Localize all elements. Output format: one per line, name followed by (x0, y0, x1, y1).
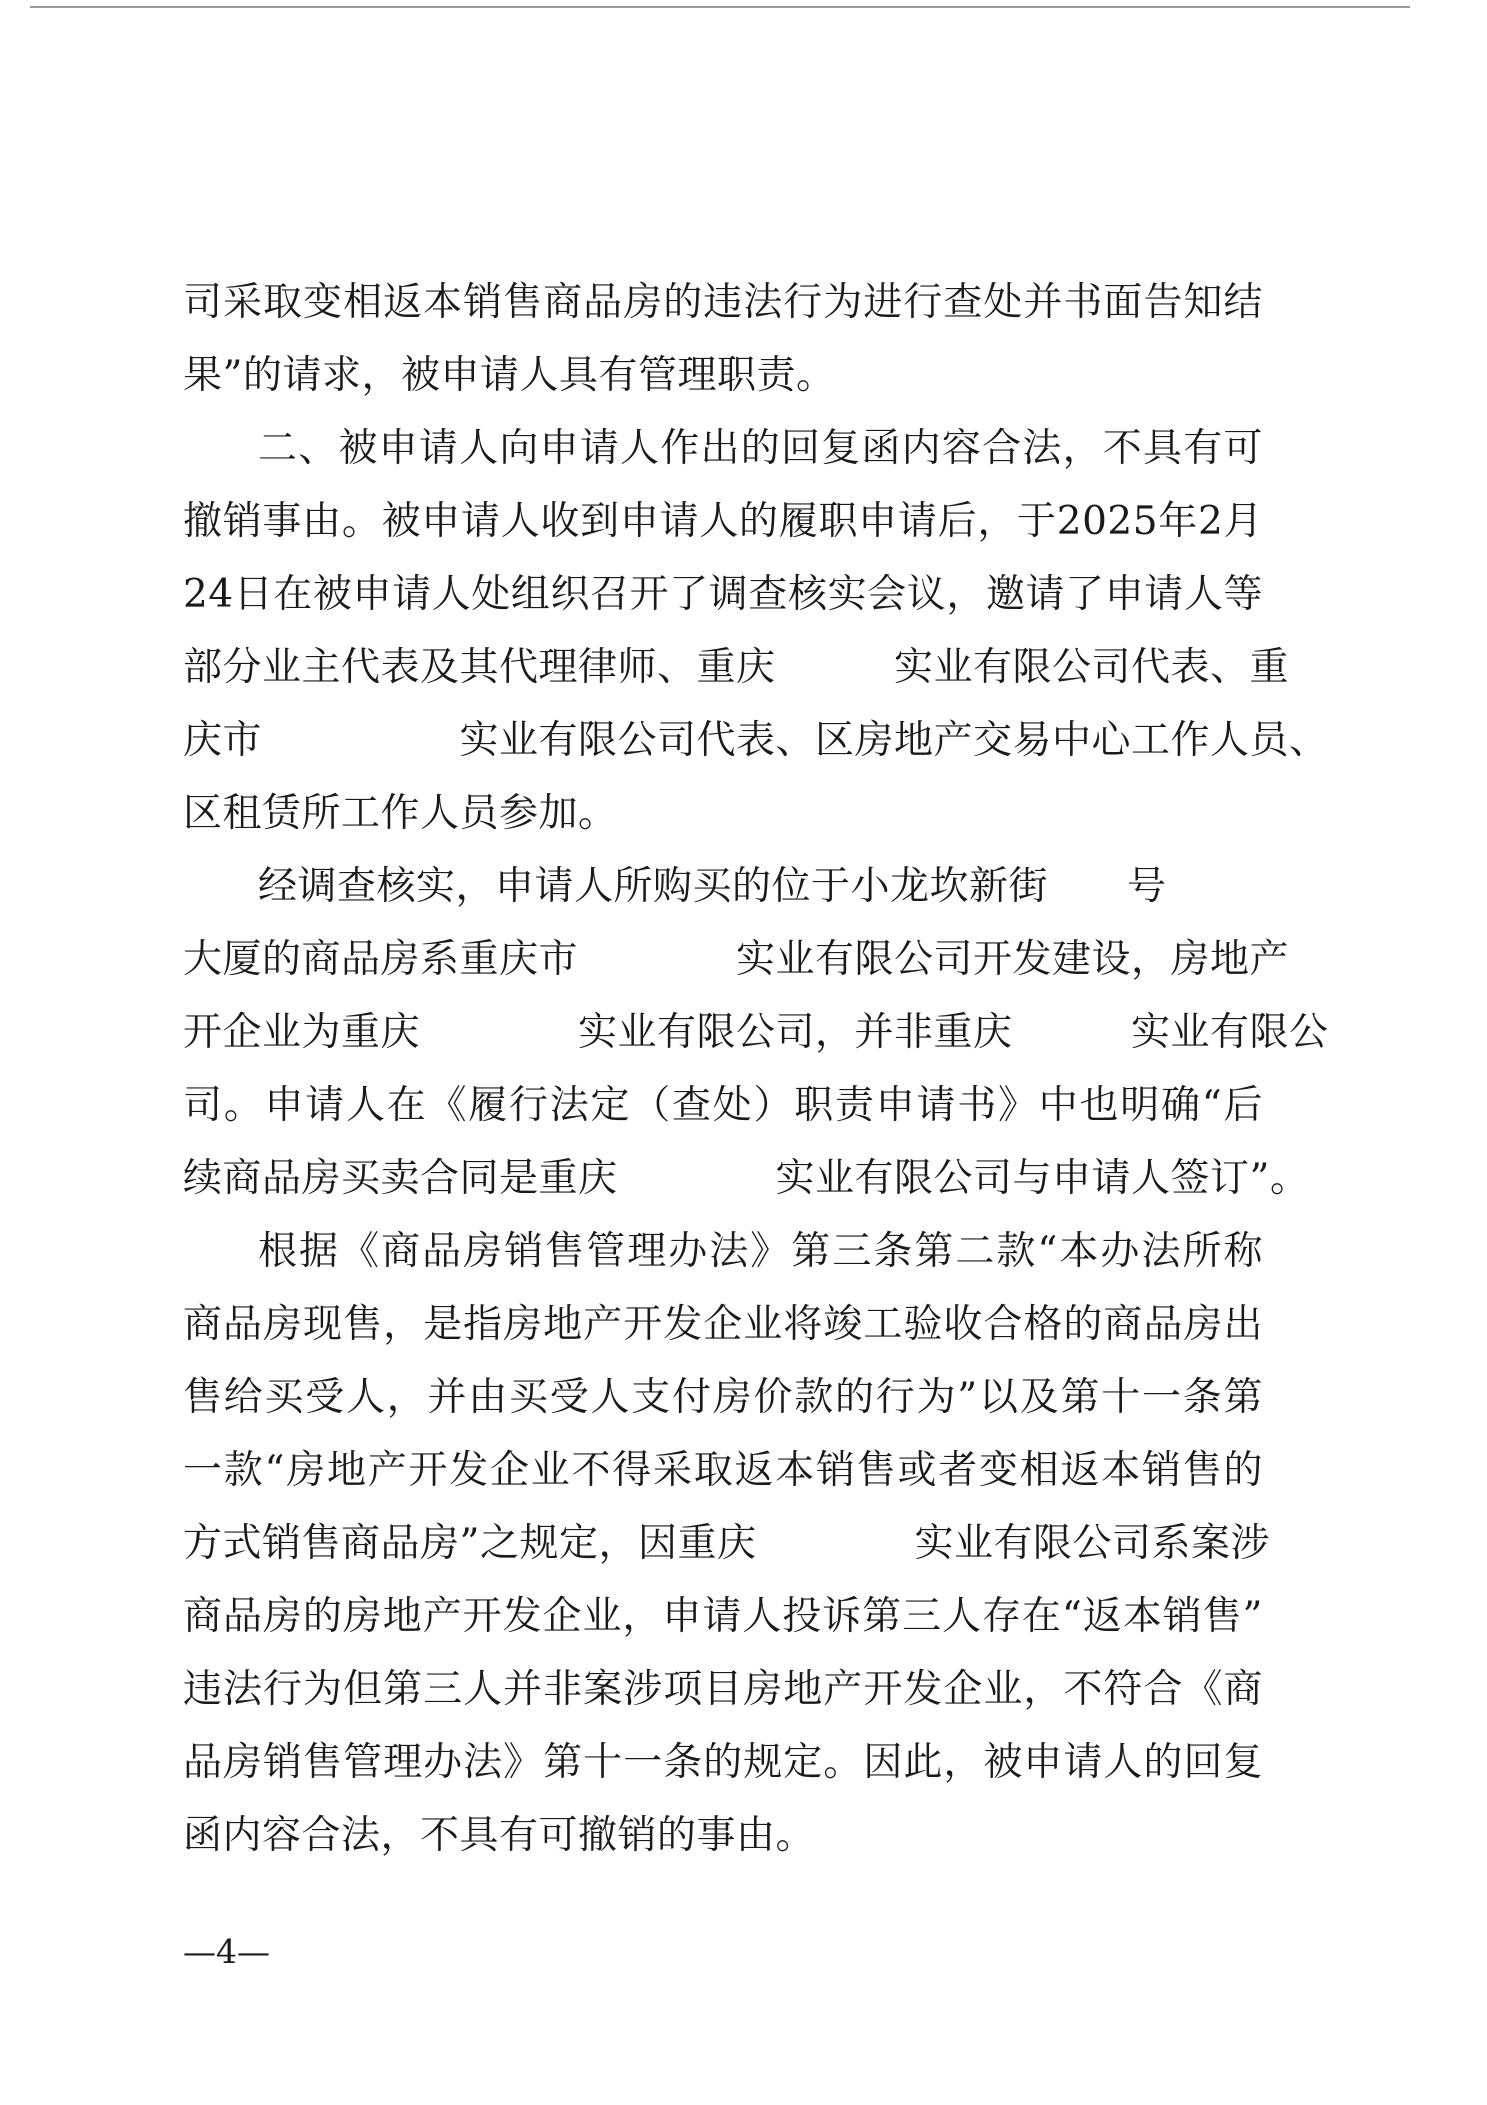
paragraph-2-line-4: 部分业主代表及其代理律师、重庆 实业有限公司代表、重 (183, 645, 1290, 690)
paragraph-3-line-4: 司。申请人在《履行法定（查处）职责申请书》中也明确“后 (183, 1083, 1263, 1128)
paragraph-4-line-3: 售给买受人，并由买受人支付房价款的行为”以及第十一条第 (183, 1375, 1263, 1420)
body-line-2: 果”的请求，被申请人具有管理职责。 (183, 353, 836, 398)
paragraph-2-line-5: 庆市 实业有限公司代表、区房地产交易中心工作人员、 (183, 718, 1329, 763)
paragraph-2-line-6: 区租赁所工作人员参加。 (183, 791, 618, 836)
paragraph-2-line-1: 二、被申请人向申请人作出的回复函内容合法，不具有可 (258, 426, 1263, 471)
paragraph-4-line-4: 一款“房地产开发企业不得采取返本销售或者变相返本销售的 (183, 1448, 1263, 1493)
paragraph-4-line-2: 商品房现售，是指房地产开发企业将竣工验收合格的商品房出 (183, 1302, 1263, 1347)
paragraph-2-line-3: 24日在被申请人处组织召开了调查核实会议，邀请了申请人等 (183, 572, 1263, 617)
paragraph-4-line-7: 违法行为但第三人并非案涉项目房地产开发企业，不符合《商 (183, 1667, 1263, 1712)
paragraph-3-line-2: 大厦的商品房系重庆市 实业有限公司开发建设，房地产 (183, 937, 1290, 982)
paragraph-4-line-8: 品房销售管理办法》第十一条的规定。因此，被申请人的回复 (183, 1740, 1263, 1785)
paragraph-3-line-3: 开企业为重庆 实业有限公司，并非重庆 实业有限公 (183, 1010, 1329, 1055)
body-line-1: 司采取变相返本销售商品房的违法行为进行查处并书面告知结 (183, 280, 1263, 325)
paragraph-4-line-5: 方式销售商品房”之规定，因重庆 实业有限公司系案涉 (183, 1521, 1270, 1566)
paragraph-4-line-9: 函内容合法，不具有可撤销的事由。 (183, 1813, 816, 1858)
page-number: —4— (183, 1932, 270, 1971)
paragraph-2-line-2: 撤销事由。被申请人收到申请人的履职申请后，于2025年2月 (183, 499, 1263, 544)
paragraph-3-line-5: 续商品房买卖合同是重庆 实业有限公司与申请人签订”。 (183, 1156, 1310, 1201)
paragraph-3-line-1: 经调查核实，申请人所购买的位于小龙坎新街 号 (258, 864, 1167, 909)
paragraph-4-line-1: 根据《商品房销售管理办法》第三条第二款“本办法所称 (258, 1229, 1263, 1274)
paragraph-4-line-6: 商品房的房地产开发企业，申请人投诉第三人存在“返本销售” (183, 1594, 1263, 1639)
